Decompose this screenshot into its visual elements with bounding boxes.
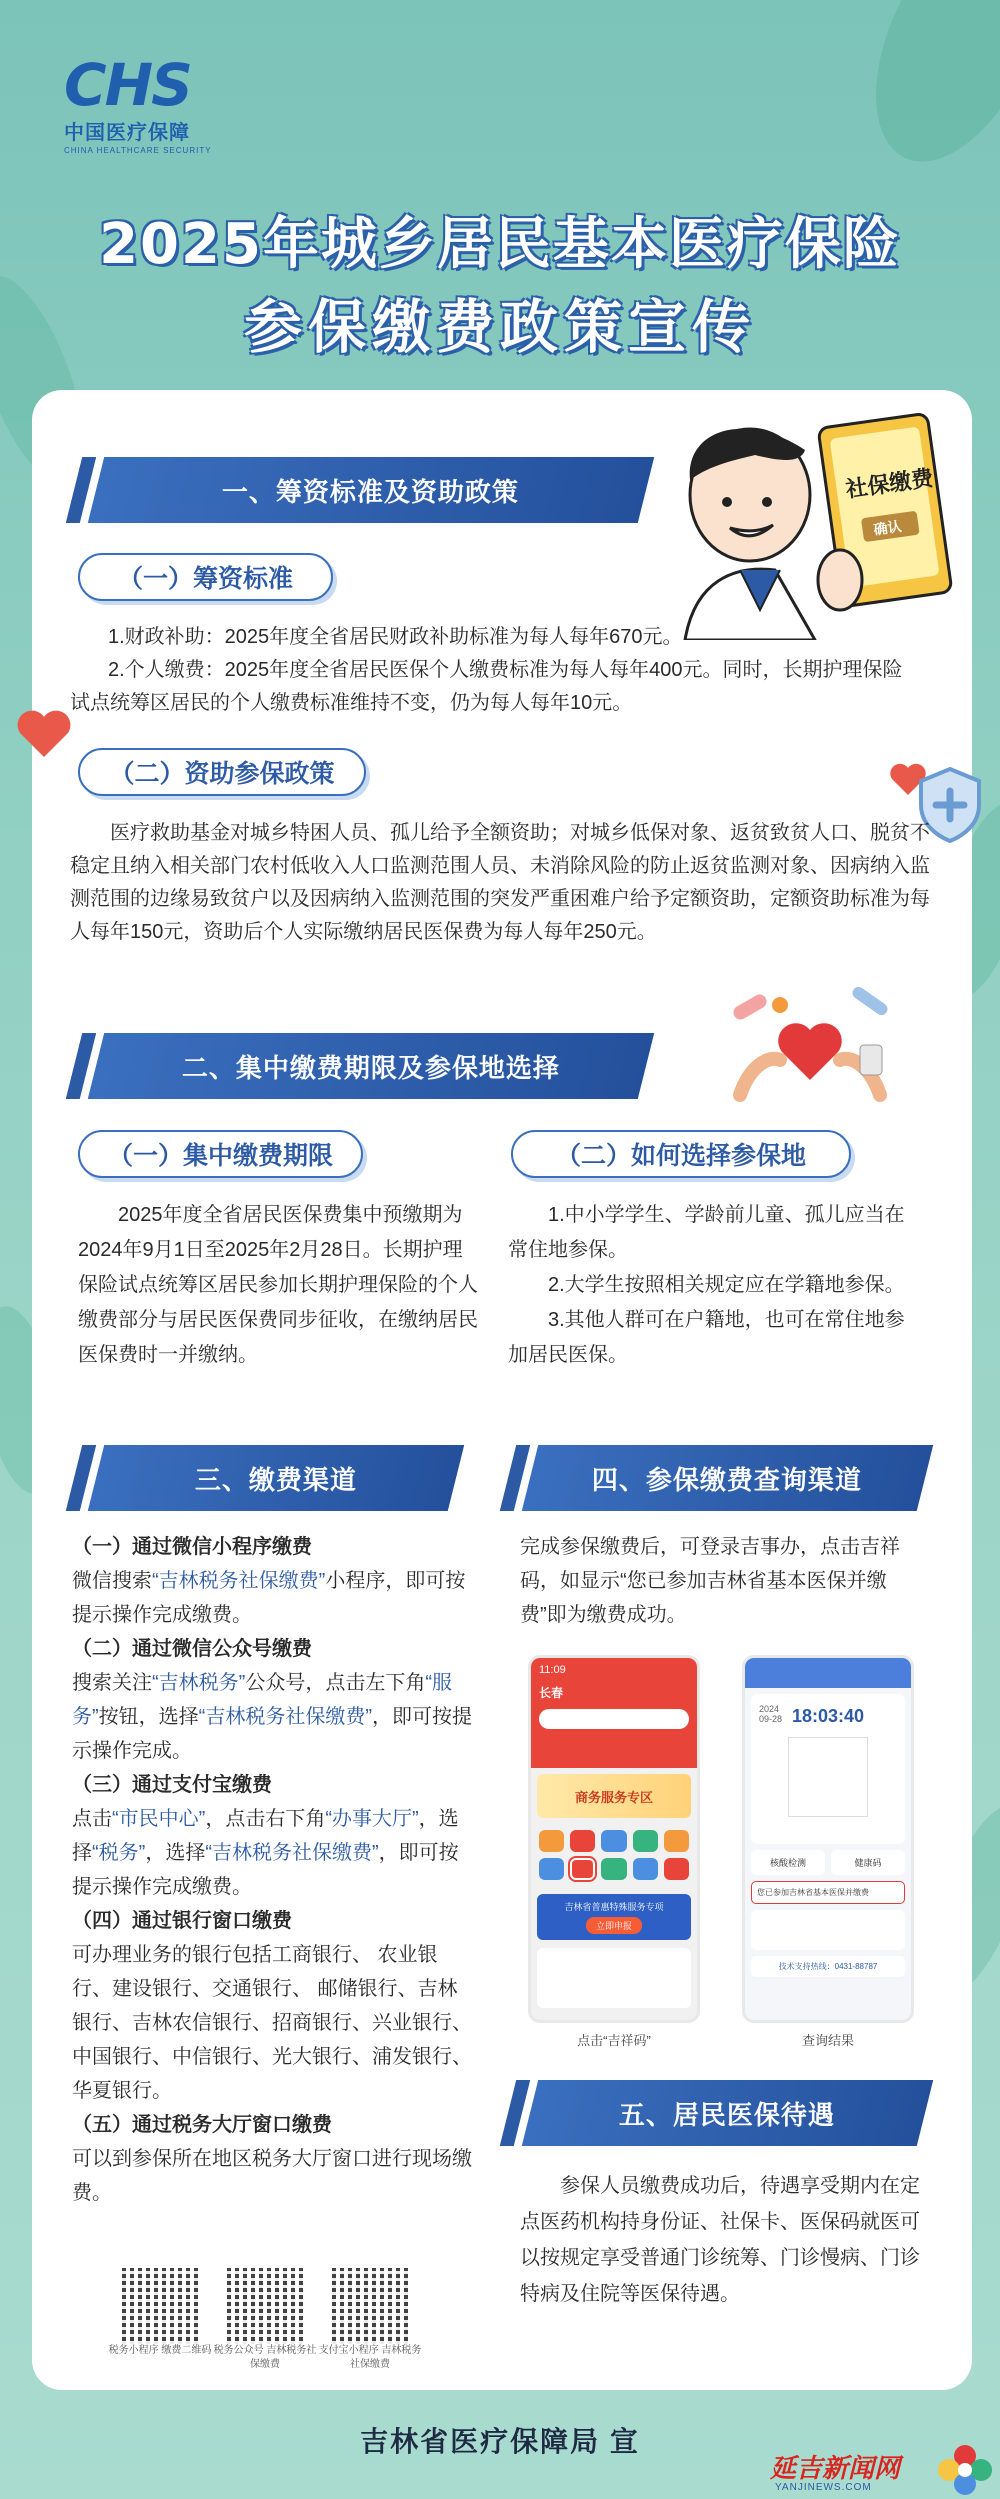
section2-sub2-label: （二）如何选择参保地 — [555, 1142, 806, 1170]
logo-mark: CHS — [64, 51, 191, 119]
qr-block-3 — [315, 2268, 425, 2372]
section2-sub1-pill — [78, 1130, 363, 1178]
phone1-status-time: 11:09 — [539, 1664, 566, 1676]
page-title-line1: 2025年城乡居民基本医疗保险 — [99, 212, 901, 277]
phone2-date: 2024 09-28 — [759, 1704, 783, 1724]
heart-icon — [14, 705, 74, 761]
channel3-highlight1: “市民中心” — [112, 1808, 206, 1830]
section2-sub1-label: （一）集中缴费期限 — [107, 1142, 333, 1170]
chs-logo — [64, 51, 234, 156]
section1-sub2-p: 医疗救助基金对城乡特困人员、孤儿给予全额资助；对城乡低保对象、返贫致贫人口、脱贫不稳定且纳入相关部门农村低收入人口监测范围人员、未消除风险的防止返贫监测对象、因病纳入监测范围的边缘易致贫户以及因病纳入监测范围的突发严重困难户给予定额资助，定额资助标准为每人每年150元，资助后个人实际缴纳居民医保费为每人每年250元。 — [70, 822, 930, 943]
channel4-text: 可办理业务的银行包括工商银行、 农业银行、建设银行、交通银行、 邮储银行、吉林银行、吉林农信银行、招商银行、兴业银行、中国银行、中信银行、光大银行、浦发银行、华夏银行。 — [72, 1944, 472, 2102]
channel1-highlight: “吉林税务社保缴费” — [152, 1570, 326, 1592]
logo-en-text: CHINA HEALTHCARE SECURITY — [64, 146, 212, 155]
channel2-text-c: 按钮，选择 — [98, 1706, 199, 1728]
phone1-apply-button[interactable]: 立即申报 — [586, 1917, 642, 1934]
channel1-text-a: 微信搜索 — [72, 1570, 152, 1592]
man-holding-sign-illustration — [665, 410, 955, 640]
qr-caption-1: 税务小程序 缴费二维码 — [108, 2345, 212, 2356]
channel2-text — [72, 1666, 472, 1768]
section2-header — [88, 1033, 654, 1099]
phone1-city: 长春 — [539, 1686, 564, 1700]
channel2-text-d: ，即可按提示操作完成。 — [72, 1706, 472, 1762]
section2-sub2-list — [508, 1198, 918, 1373]
channel3-highlight4: “吉林税务社保缴费” — [205, 1842, 379, 1864]
phone2-footer: 技术支持热线：0431-88787 — [751, 1956, 905, 1977]
channel3-highlight2: “办事大厅” — [325, 1808, 419, 1830]
phone-screenshot-jishiban — [528, 1655, 700, 2023]
section4-p: 完成参保缴费后，可登录吉事办，点击吉祥码，如显示“您已参加吉林省基本医保并缴费”即为缴费成功。 — [520, 1536, 900, 1626]
section4-header — [522, 1445, 933, 1511]
channel2-heading: （二）通过微信公众号缴费 — [72, 1638, 312, 1660]
channel2-highlight2: “服务” — [72, 1672, 452, 1728]
channel2-text-a: 搜索关注 — [72, 1672, 152, 1694]
logo-cn-text: 中国医疗保障 — [64, 122, 190, 144]
section4-title: 四、参保缴费查询渠道 — [592, 1464, 863, 1495]
section1-title: 一、筹资标准及资助政策 — [222, 476, 520, 507]
sign-button-text: 确认 — [872, 518, 903, 539]
section2-sub2-pill — [511, 1130, 851, 1178]
qr-code-icon[interactable] — [122, 2268, 198, 2344]
channel3-heading: （三）通过支付宝缴费 — [72, 1774, 272, 1796]
qr-block-2 — [210, 2268, 320, 2372]
channel5-heading: （五）通过税务大厅窗口缴费 — [72, 2114, 332, 2136]
section1-sub1-label: （一）筹资标准 — [117, 565, 293, 593]
page-title-line2: 参保缴费政策宣传 — [243, 293, 756, 361]
phone2-time: 18:03:40 — [791, 1706, 865, 1726]
phone2-btn2[interactable]: 健康码 — [831, 1850, 905, 1875]
section1-header — [88, 457, 654, 523]
flower-logo-icon — [935, 2440, 995, 2496]
section1-sub2-label: （二）资助参保政策 — [109, 760, 335, 788]
section3-channels — [72, 1530, 472, 2210]
section2-title: 二、集中缴费期限及参保地选择 — [181, 1052, 560, 1083]
section1-sub1-pill — [78, 553, 333, 601]
phone-screenshot-result — [742, 1655, 914, 2023]
channel1-text-b: 小程序，即可按提示操作完成缴费。 — [72, 1570, 466, 1626]
channel1-heading: （一）通过微信小程序缴费 — [72, 1536, 312, 1558]
hands-heart-illustration — [720, 985, 900, 1105]
section5-header — [522, 2080, 933, 2146]
section2-sub2-p3: 3.其他人群可在户籍地，也可在常住地参加居民医保。 — [508, 1309, 905, 1366]
qr-caption-3: 支付宝小程序 吉林税务社保缴费 — [318, 2345, 422, 2370]
channel3-text-a: 点击 — [72, 1808, 112, 1830]
channel2-highlight1: “吉林税务” — [152, 1672, 246, 1694]
channel5-text: 可以到参保所在地区税务大厅窗口进行现场缴费。 — [72, 2148, 472, 2204]
qr-caption-2: 税务公众号 吉林税务社保缴费 — [213, 2345, 317, 2370]
phone2-caption: 查询结果 — [801, 2033, 854, 2048]
phone1-card-title: 吉林省普惠特殊服务专项 — [564, 1902, 664, 1912]
channel1-text — [72, 1564, 472, 1632]
channel3-highlight3: “税务” — [92, 1842, 146, 1864]
channel3-text-d: ，选择 — [145, 1842, 206, 1864]
channel3-text-b: ，点击右下角 — [205, 1808, 326, 1830]
section1-sub1-p2: 2.个人缴费：2025年度全省居民医保个人缴费标准为每人每年400元。同时，长期护理保险试点统筹区居民的个人缴费标准维持不变，仍为每人每年10元。 — [70, 659, 903, 714]
section5-p: 参保人员缴费成功后，待遇享受期内在定点医药机构持身份证、社保卡、医保码就医可以按规定享受普通门诊统筹、门诊慢病、门诊特病及住院等医保待遇。 — [520, 2175, 920, 2305]
channel3-text — [72, 1802, 472, 1904]
section1-sub2-pill — [78, 748, 366, 796]
phone2-status-row: 您已参加吉林省基本医保并缴费 — [751, 1881, 905, 1904]
qr-code-icon[interactable] — [227, 2268, 303, 2344]
phone2-btn1[interactable]: 核酸检测 — [751, 1850, 825, 1875]
channel2-text-b: 公众号，点击左下角 — [245, 1672, 426, 1694]
channel2-highlight3: “吉林税务社保缴费” — [198, 1706, 372, 1728]
sign-text: 社保缴费 — [844, 465, 935, 504]
watermark-en: YANJINEWS.COM — [775, 2482, 872, 2493]
qr-code-icon[interactable] — [332, 2268, 408, 2344]
section1-sub1-p1: 1.财政补助：2025年度全省居民财政补助标准为每人每年670元。 — [108, 626, 683, 648]
section2-sub1-p: 2025年度全省居民医保费集中预缴期为2024年9月1日至2025年2月28日。长期护理保险试点统筹区居民参加长期护理保险的个人缴费部分与居民医保费同步征收，在缴纳居民医保费时一并缴纳。 — [78, 1204, 478, 1366]
section3-title: 三、缴费渠道 — [194, 1464, 357, 1495]
phone1-banner: 商务服务专区 — [537, 1774, 691, 1818]
section2-sub2-p2: 2.大学生按照相关规定应在学籍地参保。 — [548, 1274, 905, 1296]
section3-header — [88, 1445, 464, 1511]
footer-issuer: 吉林省医疗保障局 宣 — [360, 2426, 640, 2457]
phone1-caption: 点击“吉祥码” — [577, 2033, 651, 2048]
channel3-text-e: ，即可按提示操作完成缴费。 — [72, 1842, 459, 1898]
channel4-heading: （四）通过银行窗口缴费 — [72, 1910, 292, 1932]
section5-title: 五、居民医保待遇 — [619, 2099, 836, 2130]
watermark-cn: 延吉新闻网 — [770, 2454, 901, 2484]
channel3-text-c: ，选择 — [72, 1808, 459, 1864]
section2-sub2-p1: 1.中小学学生、学龄前儿童、孤儿应当在常住地参保。 — [508, 1204, 905, 1261]
qr-block-1 — [105, 2268, 215, 2358]
